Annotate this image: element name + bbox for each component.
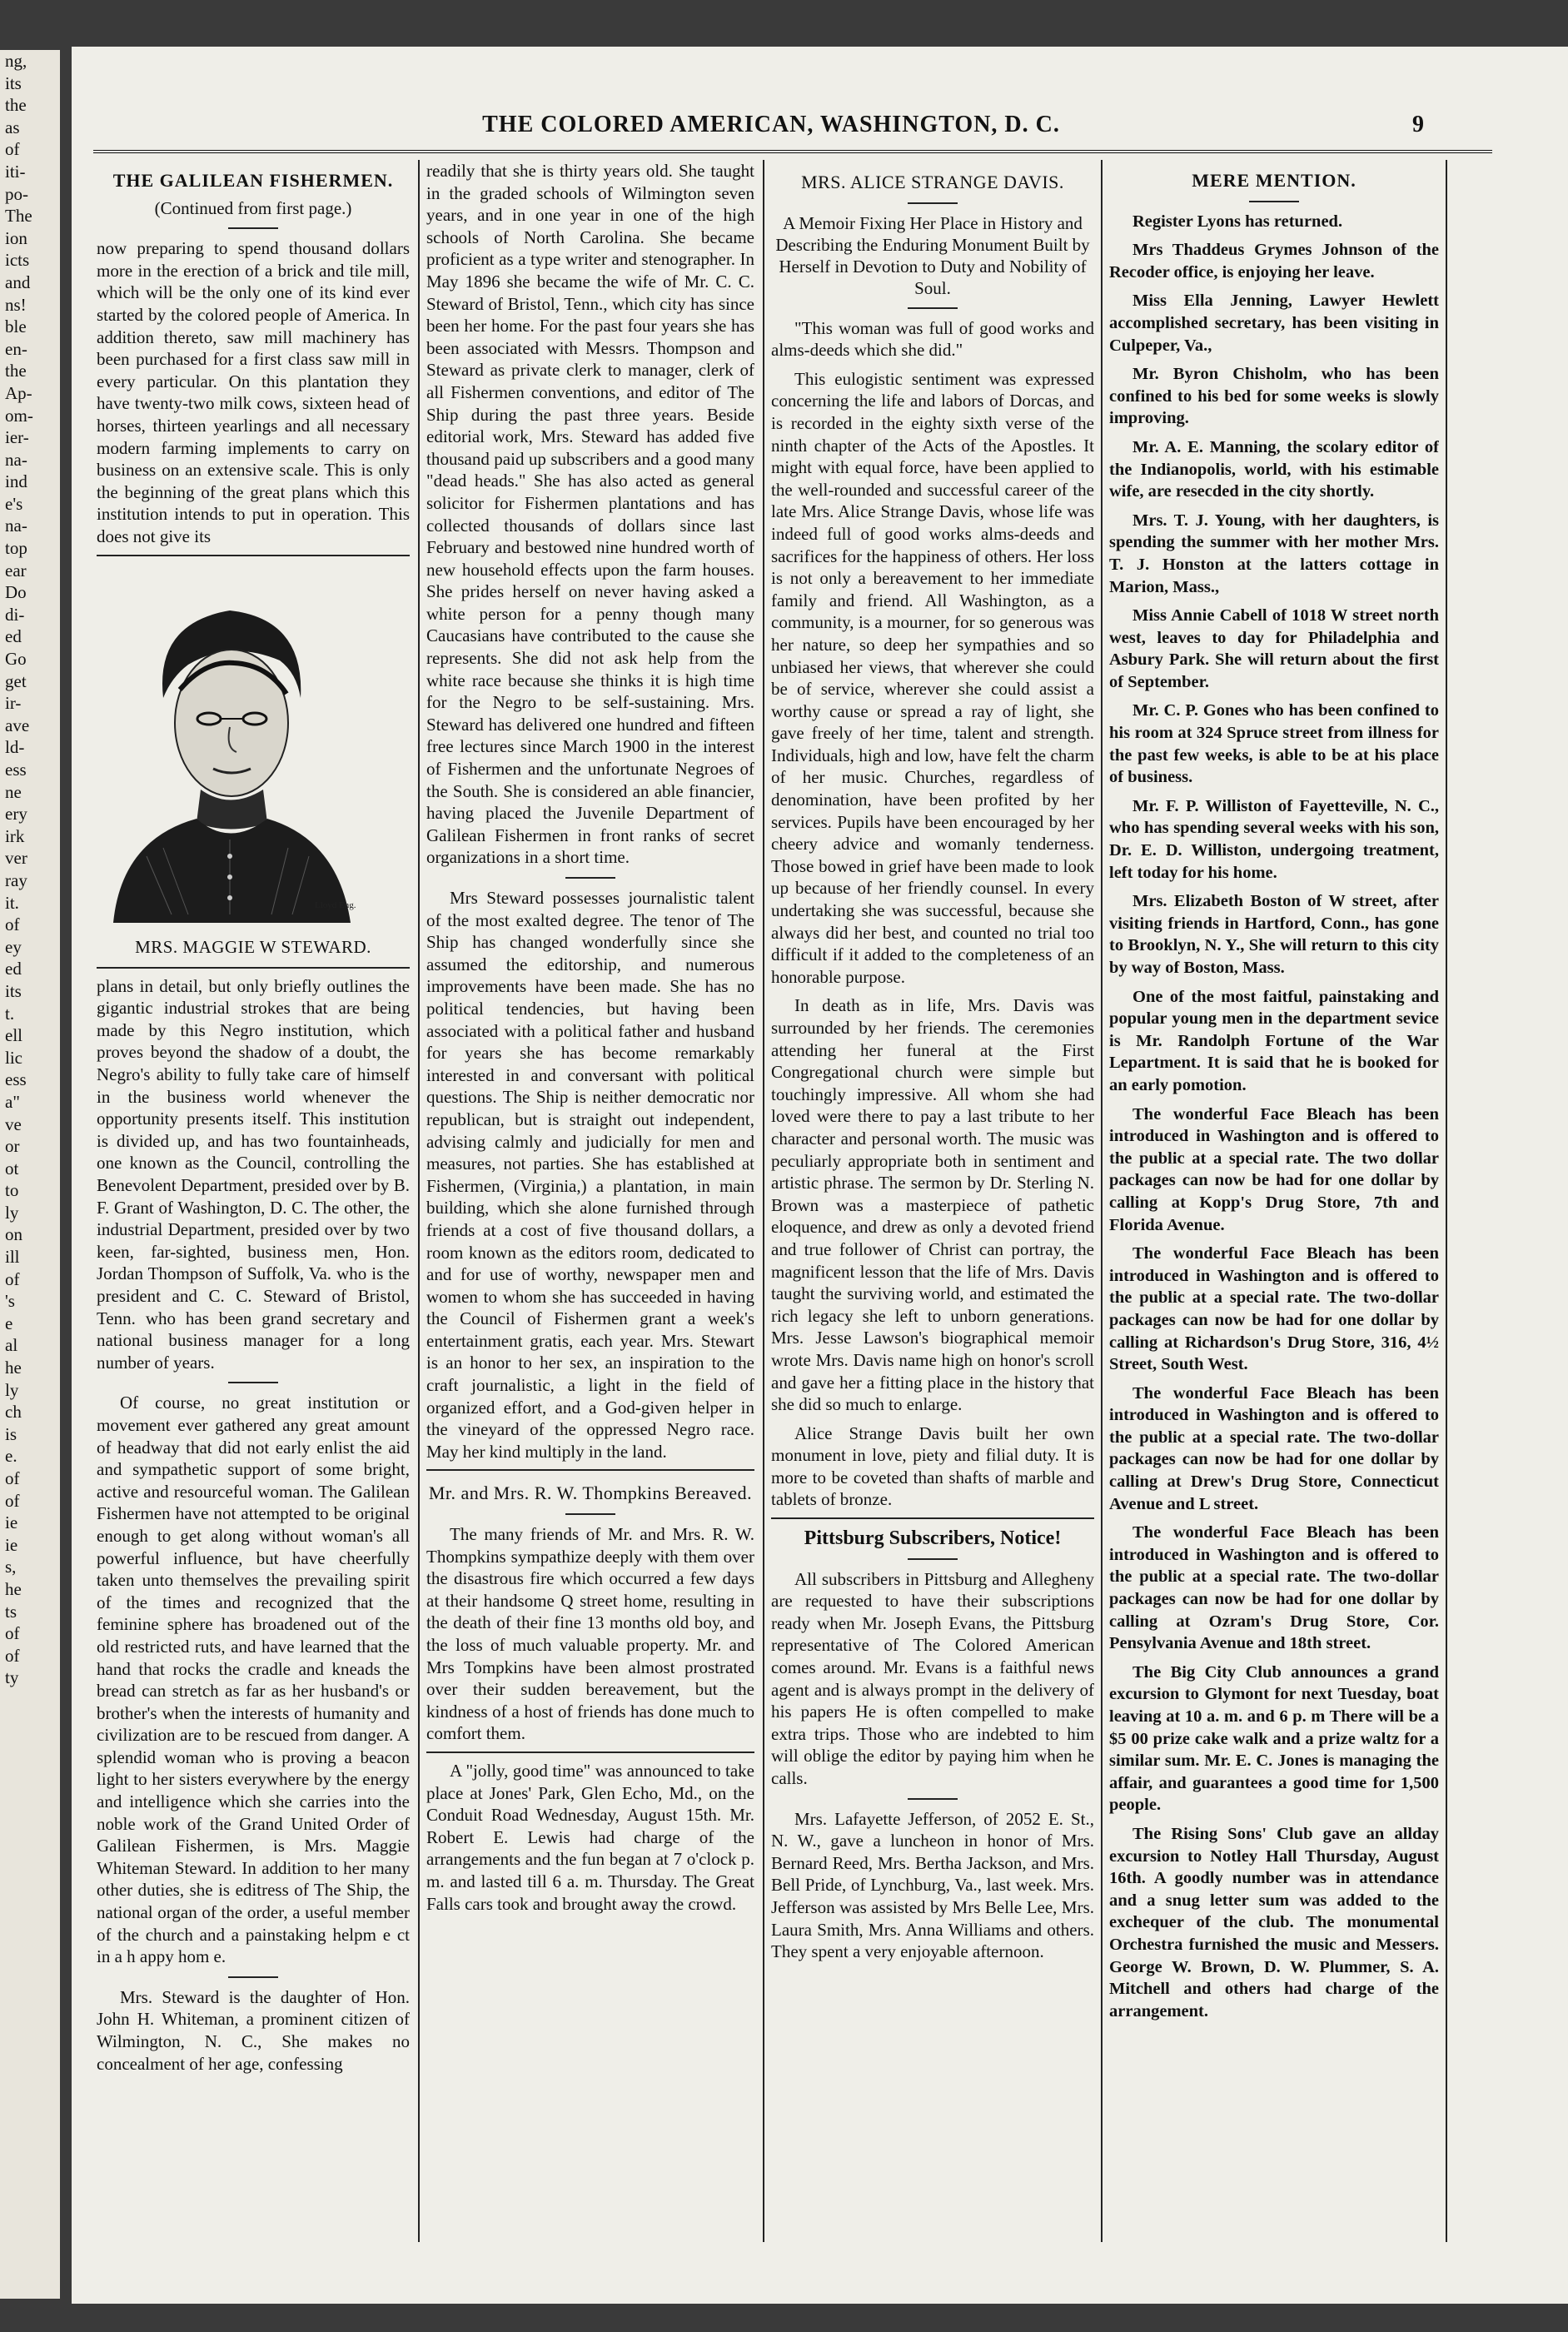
stub-line: ns! <box>5 294 27 315</box>
stub-line: na- <box>5 516 27 536</box>
divider <box>426 1751 754 1753</box>
article-paragraph: Of course, no great institution or movement ever gathered any great amount of headway that did not early enlist the aid and sympathetic support of some bright, active and resourceful woman. The Galilean Fishermen have not attempted to be original enough to get along without woman's all powerful influence, but have cheerfully taken unto themselves the prevailing spirit of the times and recognized that the feminine sphere has broadened out of the old restricted ruts, and have learned that the hand that rocks the cradle and kneads the bread can stretch as far as her husband's or brother's when the interests of humanity and civilization are to be rescued from danger. A splendid woman who is proving a beacon light to her sisters everywhere by the energy and intelligence which she carries into the noble work of the Grand United Order of Galilean Fishermen, is Mrs. Maggie Whiteman Steward. In addition to her many other duties, she is editress of The Ship, the national organ of the order, a useful member of the church and a painstaking helpm e ct in a h appy hom e. <box>97 1393 410 1967</box>
stub-line: the <box>5 95 27 116</box>
stub-line: ver <box>5 848 27 869</box>
stub-line: a" <box>5 1091 20 1112</box>
stub-line: ery <box>5 804 27 825</box>
stub-line: e <box>5 1313 13 1333</box>
stub-line: 's <box>5 1291 15 1312</box>
article-title: THE GALILEAN FISHERMEN. <box>112 170 394 191</box>
divider <box>908 1798 958 1800</box>
article-paragraph: plans in detail, but only briefly outlines the gigantic industrial strokes that are being made by this Negro institution, which proves beyond the shadow of a doubt, the Negro's ability to fully take care of himself in the business world whenever the opportunity presents itself. This institution is divided up, and has two fountainheads, one known as the Council, controlling the Benevolent Department, presided over by B. F. Grant of Washington, D. C. The other, the industrial Department, presided over by two keen, far-sighted, business men, Hon. Jordan Thompson of Suffolk, Va. who is the president and C. C. Steward of Bristol, Tenn. who has been grand secretary and national business manager for a long number of years. <box>97 975 410 1373</box>
mention-item: Mr. A. E. Manning, the scolary editor of the Indianopolis, world, with his estimable wife, are resecded in the city shortly. <box>1109 437 1439 501</box>
stub-line: ier- <box>5 427 29 448</box>
divider <box>1249 201 1299 202</box>
column-rule <box>418 160 420 2242</box>
mention-item: Mr. Byron Chisholm, who has been confined to his bed for some weeks is slowly improving. <box>1109 365 1439 428</box>
divider <box>565 1513 615 1515</box>
article-paragraph: now preparing to spend thousand dollars more in the erection of a brick and tile mill, which will be the only one of its kind ever started by the colored people of America. In addition thereto, saw mill machinery has been purchased for a first class saw mill in every particular. On this plantation they have twenty-two milk cows, sixteen head of horses, thirteen yearlings and all necessary modern farming implements to carry on business on an extensive scale. This is only the beginning of the great plans which this institution intends to put in operation. This does not give its <box>97 238 410 546</box>
stub-line: he <box>5 1578 22 1599</box>
article-deck: A Memoir Fixing Her Place in History and Describing the Enduring Monument Built by Herself in Devotion to Duty and Nobility of Soul. <box>775 212 1090 298</box>
stub-line: ion <box>5 227 27 248</box>
column-1 <box>97 160 410 2284</box>
stub-line: Ap- <box>5 382 32 403</box>
stub-line: ave <box>5 715 30 735</box>
stub-line: of <box>5 1468 20 1488</box>
stub-line: and <box>5 272 31 292</box>
stub-line: ld- <box>5 737 25 758</box>
divider <box>228 1382 278 1383</box>
stub-line: its <box>5 980 22 1001</box>
article-paragraph: All subscribers in Pittsburg and Allegheny are requested to have their subscriptions ready when Mr. Joseph Evans, the Pittsburg representative of The Colored American comes around. Mr. Evans is a faithful news agent and is always prompt in the delivery of his papers He is often compelled to make extra trips. Those who are indebted to him will oblige the editor by paying him when he calls. <box>771 1568 1094 1788</box>
stub-line: s, <box>5 1557 17 1577</box>
stub-line: om- <box>5 405 33 426</box>
stub-line: ind <box>5 471 27 492</box>
mention-item: The wonderful Face Bleach has been introduced in Washington and is offered to the public at a special rate. The two-dollar packages can now be had for one dollar by calling at Ozram's Drug Store, Cor. Pensylvania Avenue and 18th street. <box>1109 1523 1439 1653</box>
stub-line: Do <box>5 582 27 603</box>
article-paragraph: The many friends of Mr. and Mrs. R. W. Thompkins sympathize deeply with them over the disastrous fire which occurred a few days at their handsome Q street home, resulting in the death of their fine 13 months old boy, and the loss of much valuable property. Mr. and Mrs Tompkins have been almost prostrated over their sudden bereavement, but the kindness of a host of friends has done much to comfort them. <box>426 1524 754 1744</box>
stub-line: ray <box>5 870 27 890</box>
stub-line: of <box>5 1645 20 1666</box>
mere-mention-title: MERE MENTION. <box>1192 170 1356 191</box>
stub-line: or <box>5 1136 20 1157</box>
divider <box>565 877 615 879</box>
newspaper-page <box>72 47 1568 2304</box>
column-rule <box>1101 160 1103 2242</box>
continued-note: (Continued from first page.) <box>154 197 352 218</box>
article-paragraph: Mrs Steward possesses journalistic talent of the most exalted degree. The tenor of The Ship has changed wonderfully since she assumed the editorship, and numerous improvements have been made. She has no political tendencies, but having been associated with a political father and husband for years she has become remarkably interested in and conversant with political questions. The Ship is neither democratic nor republican, but is straight out independent, advising calmly and judicially for men and measures, not parties. She has established at Fishermen, (Virginia,) a plantation, in main building, which she alone furnished through friends at a cost of five thousand dollars, a room known as the editors room, dedicated to and for use of worthy, newspaper men and women to whom she has succeeded in having the Council of Fishermen grant a week's entertainment gratis, each year. Mrs. Stewart is an honor to her sex, an inspiration to the craft journalistic, a light in the field of organized effort, and a God-given helper in the vineyard of the oppressed Negro race. May her kind multiply in the land. <box>426 888 754 1462</box>
stub-line: ed <box>5 626 22 647</box>
masthead-rule <box>93 150 1492 153</box>
divider <box>228 1976 278 1978</box>
article-paragraph: readily that she is thirty years old. She taught in the graded schools of Wilmington seven years, and in one year in one of the high schools of North Carolina. She became proficient as a type writer and stenographer. In May 1896 she became the wife of Mr. C. C. Steward of Bristol, Tenn., which city has since been her home. For the past four years she has been associated with Messrs. Thompson and Steward as private clerk to manager, clerk of all Fishermen conventions, and editor of The Ship during the past three years. Beside editorial work, Mrs. Steward has added five thousand paid up subscribers and a good many "dead heads." She has also acted as general solicitor for Fishermen plantations and has collected thousands of dollars since last February and bestowed nine hundred worth of new household effects upon the farm houses. She prides herself on never having asked a white person for a penny though many Caucasians have contributed to the cause she represents. She did not ask help from the white race because she thinks it is high time for the Negro to be self-sustaining. Mrs. Steward has delivered one hundred and fifteen free lectures since March 1900 in the interest of Fishermen and the unfortunate Negroes of the South. She is considered an able financier, having placed the Juvenile Department of Galilean Fishermen in front ranks of secret organizations in a short time. <box>426 161 754 868</box>
stub-line: di- <box>5 604 25 625</box>
stub-line: e's <box>5 493 23 514</box>
divider <box>908 307 958 309</box>
article-paragraph: Mrs. Lafayette Jefferson, of 2052 E. St., N. W., gave a luncheon in honor of Mrs. Bernard Reed, Mrs. Bertha Jackson, and Mrs. Bell Pride, of Lynchburg, Va., last week. Mrs. Jefferson was assisted by Mrs Belle Lee, Mrs. Laura Smith, Mrs. Anna Williams and others. They spent a very enjoyable afternoon. <box>771 1808 1094 1962</box>
stub-line: as <box>5 117 20 137</box>
stub-line: ch <box>5 1402 22 1423</box>
stub-line: ir- <box>5 693 22 714</box>
stub-line: ed <box>5 959 22 979</box>
stub-line: irk <box>5 825 25 846</box>
mention-item: Mrs. T. J. Young, with her daughters, is spending the summer with her mother Mrs. T. J. Honston at the latters cottage in Marion, Mass., <box>1109 511 1439 596</box>
stub-line: ot <box>5 1158 19 1178</box>
mention-item: Mrs. Elizabeth Boston of W street, after visiting friends in Hartford, Conn., has gone to Brooklyn, N. Y., She will return to this city by way of Boston, Mass. <box>1109 892 1439 977</box>
column-3 <box>771 160 1094 2284</box>
article-paragraph: In death as in life, Mrs. Davis was surrounded by her friends. The ceremonies attending her funeral at the First Congregational church were simple but touchingly impressive. All whom she had loved were there to pay a last tribute to her character and personal worth. The music was peculiarly appropriate both in sentiment and artistic phrase. The sermon by Dr. Sterling N. Brown was a masterpiece of pathetic eloquence, and drew as only a devoted friend and true follower of Christ can portray, the magnificent lesson that the life of Mrs. Davis taught the surviving world, and estimated the rich legacy she left to unborn generations. Mrs. Jesse Lawson's biographical memoir wrote Mrs. Davis name high on honor's scroll and gave her a fitting place in the history that she did so much to enlarge. <box>771 995 1094 1415</box>
mention-item: The wonderful Face Bleach has been introduced in Washington and is offered to the public at a special rate. The two dollar packages can now be had for one dollar by calling at Kopp's Drug Store, 7th and Florida Avenue. <box>1109 1104 1439 1234</box>
article-title: MRS. ALICE STRANGE DAVIS. <box>801 172 1064 192</box>
stub-line: po- <box>5 183 28 204</box>
stub-line: al <box>5 1335 18 1356</box>
column-rule <box>763 160 764 2242</box>
article-paragraph: Alice Strange Davis built her own monument in love, piety and filial duty. It is more to be coveted than shafts of marble and tablets of bronze. <box>771 1423 1094 1510</box>
column-4 <box>1109 160 1439 2284</box>
stub-line: its <box>5 72 22 93</box>
article-paragraph: This eulogistic sentiment was expressed concerning the life and labors of Dorcas, and is recorded in the eighty sixth verse of the ninth chapter of the Acts of the Apostles. It might with equal force, have been applied to the well-rounded and successful career of the late Mrs. Alice Strange Davis, whose life was indeed full of good works alms-deeds and sacrifices for the happiness of others. Her loss is not only a bereavement to her immediate family and friend. All Washington, as a community, is a mourner, for so generous was her nature, so deep her sympathies and so unbiased her views, that wherever she could be of service, wherever she could assist a worthy cause or spread a ray of light, she gave freely of her time, talent and strength. Individuals, high and low, have felt the charm of her music. Churches, regardless of denomination, have been profited by her services. Pupils have been encouraged by her cheery advice and womanly tenderness. Those bowed in grief have been made to look up because of her friendly counsel. In every undertaking she was successful, because she always did her best, and counted no trial too difficult if it added to the completeness of an honorable purpose. <box>771 368 1094 987</box>
stub-line: Go <box>5 649 27 670</box>
stub-line: ie <box>5 1512 18 1533</box>
portrait-caption: MRS. MAGGIE W STEWARD. <box>135 937 371 958</box>
stub-line: t. <box>5 1003 15 1024</box>
stub-line: ty <box>5 1667 19 1688</box>
stub-line: ng, <box>5 51 27 71</box>
divider <box>426 1469 754 1471</box>
divider <box>228 227 278 229</box>
mention-item: Miss Annie Cabell of 1018 W street north west, leaves to day for Philadelphia and Asbury Park. She will return about the first of September. <box>1109 606 1439 691</box>
stub-line: of <box>5 139 20 160</box>
masthead: THE COLORED AMERICAN, WASHINGTON, D. C. <box>482 112 1060 137</box>
engraver-mark: Lloyd Eng. <box>315 899 356 910</box>
article-paragraph: "This woman was full of good works and alms-deeds which she did." <box>771 317 1094 361</box>
article-paragraph: A "jolly, good time" was announced to take place at Jones' Park, Glen Echo, Md., on the Conduit Road Wednesday, August 15th. Mr. Robert E. Lewis had charge of the arrangements and the fun began at 7 o'clock p. m. and lasted till 6 a. m. Thursday. The Great Falls cars took and brought away the crowd. <box>426 1760 754 1914</box>
column-rule <box>1446 160 1447 2242</box>
portrait-engraving <box>97 573 363 923</box>
stub-line: of <box>5 1490 20 1511</box>
stub-line: ill <box>5 1247 20 1268</box>
stub-line: get <box>5 670 27 691</box>
mention-item: Miss Ella Jenning, Lawyer Hewlett accomplished secretary, has been visiting in Culpeper, Va., <box>1109 292 1439 355</box>
stub-line: The <box>5 206 32 227</box>
divider <box>771 1517 1094 1519</box>
stub-line: na- <box>5 449 27 470</box>
mention-item: The wonderful Face Bleach has been introduced in Washington and is offered to the public at a special rate. The two-dollar packages can now be had for one dollar by calling at Drew's Drug Store, Connecticut Avenue and L street. <box>1109 1383 1439 1513</box>
stub-line: ly <box>5 1379 19 1400</box>
mention-item: The Big City Club announces a grand excursion to Glymont for next Tuesday, boat leaving at 10 a. m. and 6 p. m There will be a $5 00 prize cake walk and a prize waltz for a similar sum. Mr. E. C. Jones is managing the affair, and guarantees a good time for 1,500 people. <box>1109 1662 1439 1815</box>
divider <box>908 1558 958 1560</box>
mention-item: Mrs Thaddeus Grymes Johnson of the Recoder office, is enjoying her leave. <box>1109 241 1439 282</box>
stub-line: ell <box>5 1025 22 1046</box>
mention-list <box>1109 211 1439 2023</box>
stub-line: ts <box>5 1601 17 1622</box>
stub-line: ve <box>5 1114 22 1134</box>
stub-line: ble <box>5 316 27 337</box>
stub-line: of <box>5 914 20 935</box>
stub-line: ey <box>5 936 22 957</box>
divider <box>97 967 410 969</box>
adjacent-page-edge <box>0 50 60 2299</box>
stub-line: iti- <box>5 161 26 182</box>
article-title: Mr. and Mrs. R. W. Thompkins Bereaved. <box>428 1482 753 1504</box>
divider <box>908 202 958 204</box>
article-paragraph: Mrs. Steward is the daughter of Hon. John H. Whiteman, a prominent citizen of Wilmington, N. C., She makes no concealment of her age, confessing <box>97 1986 410 2074</box>
stub-line: of <box>5 1623 20 1644</box>
stub-line: ne <box>5 781 22 802</box>
stub-line: it. <box>5 892 19 913</box>
stub-line: icts <box>5 250 30 271</box>
stub-line: top <box>5 538 27 559</box>
mention-item: Register Lyons has returned. <box>1132 212 1343 231</box>
stub-line: is <box>5 1423 17 1444</box>
stub-line: on <box>5 1224 22 1245</box>
page-number: 9 <box>1412 112 1424 137</box>
stub-line: en- <box>5 338 27 359</box>
column-2 <box>426 160 754 2284</box>
stub-line: ess <box>5 760 27 780</box>
mention-item: The wonderful Face Bleach has been introduced in Washington and is offered to the public at a special rate. The two-dollar packages can now be had for one dollar by calling at Richardson's Drug Store, 316, 4½ Street, South West. <box>1109 1244 1439 1374</box>
mention-item: Mr. F. P. Williston of Fayetteville, N. C., who has spending several weeks with his son, Dr. E. D. Williston, undergoing treatment, left today for his home. <box>1109 796 1439 882</box>
stub-line: ear <box>5 560 27 581</box>
stub-line: ly <box>5 1202 19 1223</box>
stub-line: he <box>5 1358 22 1378</box>
stub-line: to <box>5 1180 19 1201</box>
stub-line: of <box>5 1268 20 1289</box>
mention-item: One of the most faitful, painstaking and popular young men in the department sevice is Mr. Randolph Fortune of the War Lepartment. It is said that he is booked for an early pomotion. <box>1109 987 1439 1094</box>
article-title: Pittsburg Subscribers, Notice! <box>804 1527 1062 1550</box>
stub-line: ess <box>5 1069 27 1090</box>
stub-line: the <box>5 361 27 381</box>
mention-item: Mr. C. P. Gones who has been confined to his room at 324 Spruce street from illness for the past few weeks, is able to be at his place of business. <box>1109 701 1439 787</box>
divider <box>97 555 410 556</box>
stub-line: e. <box>5 1446 17 1467</box>
stub-line: lic <box>5 1047 22 1068</box>
stub-line: ie <box>5 1534 18 1555</box>
mention-item: The Rising Sons' Club gave an allday excursion to Notley Hall Thursday, August 16th. A goodly number was in attendance and a snug letter sum was added to the exchequer of the club. The monumental Orchestra furnished the music and Messers. George W. Brown, D. W. Plummer, S. A. Mitchell and others had charge of the arrangement. <box>1109 1824 1439 2021</box>
